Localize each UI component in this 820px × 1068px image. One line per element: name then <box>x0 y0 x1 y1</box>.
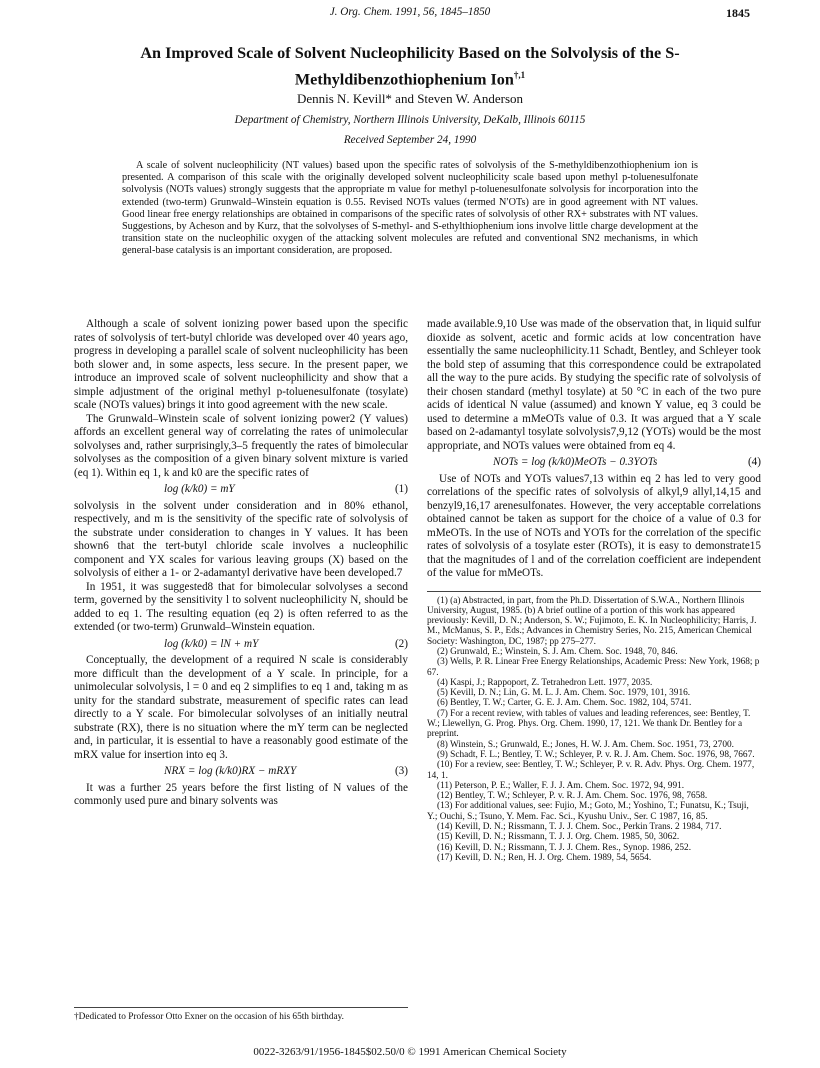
reference-item: (4) Kaspi, J.; Rappoport, Z. Tetrahedron Lett. 1977, 2035. <box>437 677 653 688</box>
equation-2 <box>74 638 408 652</box>
running-header <box>70 6 750 24</box>
paragraph: solvolysis in the solvent under consideration and in 80% ethanol, respectively, and m is the sensitivity of the specific rate of solvolysis of the substrate under consideration to changes in Y values. It has been shown6 that the tert-butyl chloride scale involves a nucleophilic component and YX scales for various leaving groups (X) based on the solvolysis of either a 1- or 2-adamantyl derivative have been developed.7 <box>74 499 408 579</box>
equation-number: (1) <box>394 483 408 495</box>
reference-item: (7) For a recent review, with tables of values and leading references, see: Bentley, T. W.; Llewellyn, G. Prog. Phys. Org. Chem. 1990, 17, 121. We thank Dr. Bentley for a preprint. <box>427 708 751 740</box>
reference-item: (5) Kevill, D. N.; Lin, G. M. L. J. Am. Chem. Soc. 1979, 101, 3916. <box>437 688 691 699</box>
references-list <box>427 591 761 864</box>
equation-4 <box>427 456 761 470</box>
copyright-footer: 0022-3263/91/1956-1845$02.50/0 © 1991 American Chemical Society <box>253 1046 567 1058</box>
reference-item: (14) Kevill, D. N.; Rissmann, T. J. J. Chem. Soc., Perkin Trans. 2 1984, 717. <box>437 822 722 833</box>
paragraph: Use of NOTs and YOTs values7,13 within eq 2 has led to very good correlations of the specific rates of solvolysis of alkyl,9 allyl,14,15 and benzyl9,16,17 arenesulfonates. However, the very acceptable correlations obtained cannot be taken as support for the choice of a value of 0.3 for mMeOTs. In the use of NOTs and YOTs for the correlation of the specific rates of solvolysis of a tosylate ester (ROTs), it is easy to demonstrate15 that the magnitudes of l and of the correlation coefficient are independent of the value for mMeOTs. <box>427 472 761 579</box>
equation-expression: log (k/k0) = mY <box>164 483 235 495</box>
reference-item: (12) Bentley, T. W.; Schleyer, P. v. R. J. Am. Chem. Soc. 1976, 98, 7658. <box>437 791 708 802</box>
paragraph: In 1951, it was suggested8 that for bimolecular solvolyses a second term, governed by the sensitivity l to solvent nucleophilicity N, should be added to eq 1. The resulting equation (eq 2) is often referred to as the extended (or two-term) Grunwald–Winstein equation. <box>74 580 408 633</box>
received-date: Received September 24, 1990 <box>343 134 477 146</box>
equation-3 <box>74 765 408 779</box>
equation-number: (2) <box>394 637 408 650</box>
dedication-footnote: †Dedicated to Professor Otto Exner on the occasion of his 65th birthday. <box>74 1007 408 1023</box>
reference-item: (8) Winstein, S.; Grunwald, E.; Jones, H. W. J. Am. Chem. Soc. 1951, 73, 2700. <box>437 739 734 750</box>
reference-item: (9) Schadt, F. L.; Bentley, T. W.; Schleyer, P. v. R. J. Am. Chem. Soc. 1976, 98, 7667. <box>437 749 755 760</box>
reference-item: (13) For additional values, see: Fujio, M.; Goto, M.; Yoshino, T.; Funatsu, K.; Tsuji, Y.; Ouchi, S.; Tsuno, Y. Mem. Fac. Sci., Kyushu Univ., Ser. C 1987, 16, 85. <box>427 801 749 822</box>
paragraph: The Grunwald–Winstein scale of solvent ionizing power2 (Y values) affords an excellent general way of correlating the rates of unimolecular solvolyses and, rather surprisingly,3–5 frequently the rates of bimolecular solvolyses as the composition of a given binary solvent mixture is varied (eq 1). Within eq 1, k and k0 are the specific rates of <box>74 412 408 479</box>
left-column <box>74 318 408 809</box>
journal-citation: J. Org. Chem. 1991, 56, 1845–1850 <box>329 6 491 18</box>
authors: Dennis N. Kevill* and Steven W. Anderson <box>296 91 524 106</box>
title-footnote-marks: †,1 <box>513 70 526 80</box>
reference-item: (3) Wells, P. R. Linear Free Energy Relationships, Academic Press: New York, 1968; p 67. <box>427 657 760 678</box>
reference-item: (6) Bentley, T. W.; Carter, G. E. J. Am. Chem. Soc. 1982, 104, 5741. <box>437 698 692 709</box>
reference-item: (10) For a review, see: Bentley, T. W.; Schleyer, P. v. R. Adv. Phys. Org. Chem. 1977, 14, 1. <box>427 760 755 781</box>
reference-item: (16) Kevill, D. N.; Rissmann, T. J. J. Chem. Res., Synop. 1986, 252. <box>437 842 692 853</box>
equation-number: (4) <box>747 456 761 468</box>
reference-item: (17) Kevill, D. N.; Ren, H. J. Org. Chem. 1989, 54, 5654. <box>437 852 652 863</box>
equation-number: (3) <box>394 765 408 777</box>
reference-item: (1) (a) Abstracted, in part, from the Ph.D. Dissertation of S.W.A., Northern Illinois University, August, 1985. (b) A brief outline of a portion of this work has appeared previously: Kevill, D. N.; Anderson, S. W.; Fujimoto, E. K. In Nucleophilicity; Harris, J. M., McManus, S. P., Eds.; Advances in Chemistry Series, No. 215, American Chemical Society: Washington, DC, 1987; pp 275–277. <box>427 595 757 647</box>
equation-expression: log (k/k0) = lN + mY <box>164 637 259 650</box>
equation-expression: NRX = log (k/k0)RX − mRXY <box>164 765 297 777</box>
paragraph: Conceptually, the development of a required N scale is considerably more difficult than the development of a Y scale. In principle, for a unimolecular solvolysis, l = 0 and eq 2 simplifies to eq 1 and, taking m as unity for the standard substrate, measurement of specific rates can lead directly to a Y scale. For bimolecular solvolyses of an initially neutral substrate (RX), there is no situation where the mY term can be neglected and, in particular, it is essential to have a reasonably good estimate of the mRX value for insertion into eq 3. <box>74 654 408 761</box>
reference-item: (11) Peterson, P. E.; Waller, F. J. J. Am. Chem. Soc. 1972, 94, 991. <box>437 780 685 791</box>
page-number: 1845 <box>726 6 750 20</box>
reference-item: (2) Grunwald, E.; Winstein, S. J. Am. Chem. Soc. 1948, 70, 846. <box>437 646 678 657</box>
paragraph: Although a scale of solvent ionizing power based upon the specific rates of solvolysis of tert-butyl chloride was developed over 40 years ago, progress in developing a parallel scale of solvent nucleophilicity has been both slower and, in some aspects, less secure. In the present paper, we introduce an improved scale of solvent nucleophilicity and show that a simple adjustment of the original methyl p-toluenesulfonate (tosylate) scale (NOTs values) brings it into good agreement with the new scale. <box>74 318 408 411</box>
paragraph: It was a further 25 years before the first listing of N values of the commonly used pure and binary solvents was <box>74 781 408 807</box>
right-column <box>427 318 761 863</box>
equation-1 <box>74 483 408 497</box>
equation-expression: NOTs = log (k/k0)MeOTs − 0.3YOTs <box>493 456 658 468</box>
reference-item: (15) Kevill, D. N.; Rissmann, T. J. J. Org. Chem. 1985, 50, 3062. <box>437 832 680 843</box>
title-text: An Improved Scale of Solvent Nucleophilicity Based on the Solvolysis of the S-Methyldibenzothiophenium Ion <box>140 44 680 89</box>
article-title <box>90 42 730 90</box>
affiliation: Department of Chemistry, Northern Illinois University, DeKalb, Illinois 60115 <box>234 114 586 126</box>
abstract: A scale of solvent nucleophilicity (NT values) based upon the specific rates of solvolysis of the S-methyldibenzothiophenium ion is presented. A comparison of this scale with the originally developed solvent nucleophilicity scale based upon methyl p-toluenesulfonate solvolysis (NOTs values) strongly suggests that the appropriate m value for methyl p-toluenesulfonate solvolysis for incorporation into the extended (two-term) Grunwald–Winstein equation is 0.55. Revised NOTs values (termed N′OTs) are in good agreement with NT values. Good linear free energy relationships are obtained in comparisons of the specific rates of solvolysis of other RX+ substrates with NT values. Suggestions, by Acheson and by Kurz, that the solvolyses of S-methyl- and S-ethylthiophenium ions involve little charge development at the transition state on the nucleophilic oxygen of the attacking solvent molecules are refuted and conventional SN2 mechanisms, in which general-base catalysis is an important consideration, are proposed. <box>122 160 698 257</box>
paragraph: made available.9,10 Use was made of the observation that, in liquid sulfur dioxide as solvent, acetic and formic acids at low concentration have essentially the same nucleophilicity.11 Schadt, Bentley, and Schleyer took the bold step of assuming that this correspondence could be extrapolated all the way to the pure acids. By studying the specific rate of solvolysis of their chosen standard (methyl tosylate) at 50 °C in each of the two pure acids of identical N value (assumed) and known Y value, eq 3 could be used to determine a mMeOTs value of 0.3. It was argued that a Y scale based on 2-adamantyl tosylate solvolysis7,9,12 (YOTs) would be the most appropriate, and NOTs values were obtained from eq 4. <box>427 318 761 452</box>
